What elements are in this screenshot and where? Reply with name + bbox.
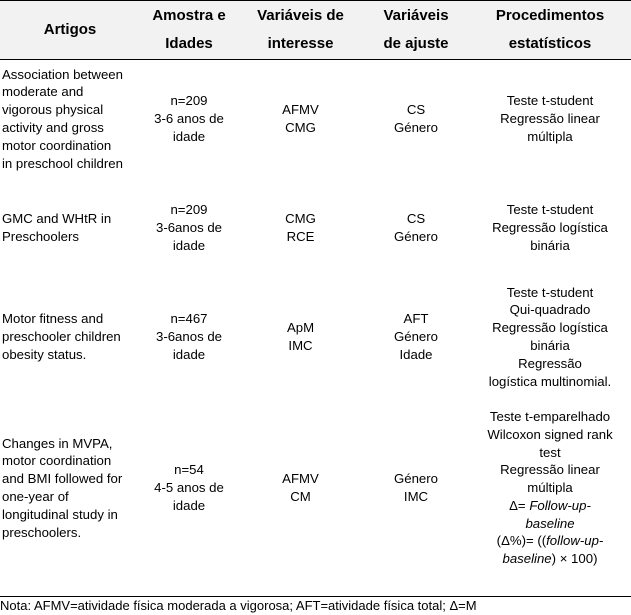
delta-formula: Δ= Follow-up- xyxy=(509,497,591,513)
cell-procedimentos: Teste t-student Qui-quadrado Regressão logística binária Regressão logística multinomial. xyxy=(488,284,612,389)
cell-amostra: n=54 4-5 anos de idade xyxy=(154,462,224,513)
header-procedimentos: Procedimentos estatísticos xyxy=(469,1,631,60)
cell-ajuste: AFT Género Idade xyxy=(394,311,438,362)
header-row xyxy=(0,1,631,60)
header-interesse: Variáveis de interesse xyxy=(238,1,363,60)
cell-amostra: n=209 3-6 anos de idade xyxy=(154,93,224,144)
cell-interesse: AFMV CM xyxy=(282,471,319,504)
table-row xyxy=(0,396,631,580)
cell-artigo: Changes in MVPA, motor coordination and BMI followed for one-year of longitudinal study in preschoolers. xyxy=(2,435,123,540)
table-footnote: Nota: AFMV=atividade física moderada a vigorosa; AFT=atividade física total; Δ=M xyxy=(0,596,631,615)
cell-procedimentos: Teste t-student Regressão linear múltipla xyxy=(500,93,600,144)
table-row xyxy=(0,278,631,396)
cell-amostra: n=467 3-6anos de idade xyxy=(156,311,222,362)
cell-interesse: ApM IMC xyxy=(286,320,315,353)
delta-percent-formula: (Δ%)= ((follow-up- xyxy=(496,533,604,549)
cell-ajuste: Género IMC xyxy=(394,471,438,504)
cell-procedimentos: Teste t-emparelhado Wilcoxon signed rank test Regressão linear múltipla Δ= Follow-up- baseline (Δ%)= ((follow-up- baseline) × 100) xyxy=(469,396,631,580)
header-ajuste: Variáveis de ajuste xyxy=(363,1,469,60)
cell-amostra: n=209 3-6anos de idade xyxy=(156,202,222,253)
header-artigos: Artigos xyxy=(0,1,140,60)
cell-ajuste: CS Género xyxy=(394,211,438,244)
cell-interesse: CMG RCE xyxy=(285,211,316,244)
cell-procedimentos: Teste t-student Regressão logística binária xyxy=(492,202,608,253)
cell-interesse: AFMV CMG xyxy=(282,102,319,135)
cell-artigo: GMC and WHtR in Preschoolers xyxy=(2,211,112,244)
table-row xyxy=(0,178,631,278)
table-row xyxy=(0,60,631,179)
cell-ajuste: CS Género xyxy=(394,102,438,135)
cell-artigo: Association between moderate and vigorous physical activity and gross motor coordination in preschool children xyxy=(2,66,123,171)
cell-artigo: Motor fitness and preschooler children obesity status. xyxy=(2,311,121,362)
header-amostra: Amostra e Idades xyxy=(140,1,238,60)
